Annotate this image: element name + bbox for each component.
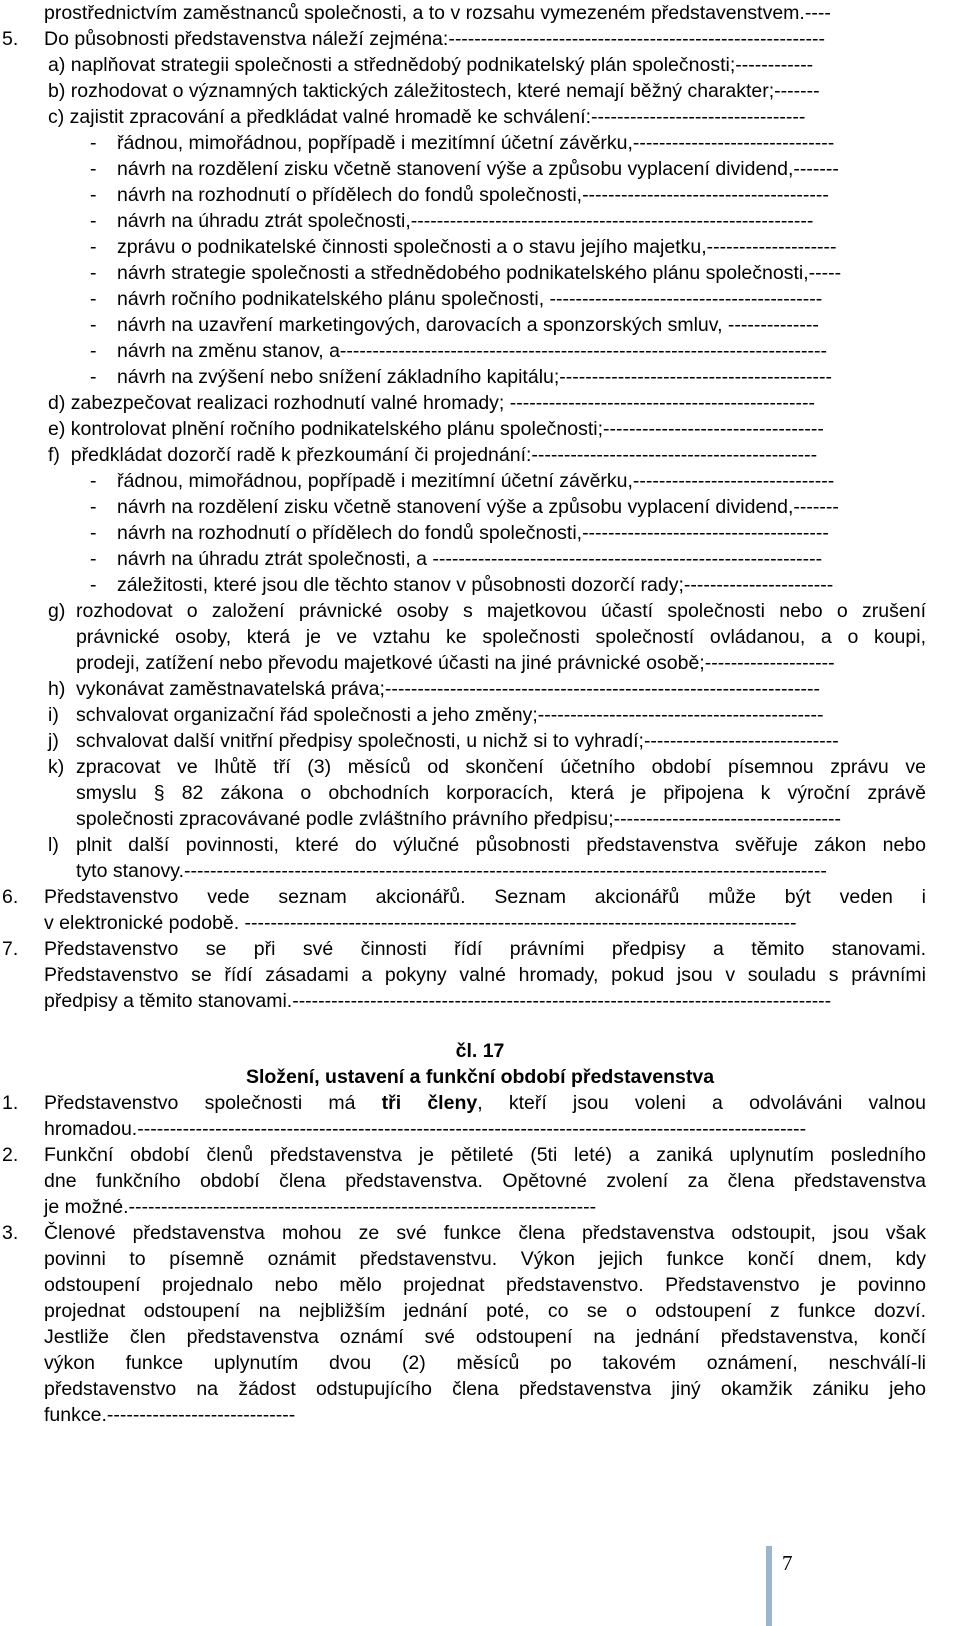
list-number: 7. xyxy=(2,938,19,960)
text-line: návrh na zvýšení nebo snížení základního kapitálu;------------------------------------------ xyxy=(117,366,833,388)
dash-bullet: - xyxy=(90,210,97,232)
text-line: návrh na změnu stanov, a--------------------------------------------------------------------------- xyxy=(117,340,827,362)
dash-bullet: - xyxy=(90,236,97,258)
dash-bullet: - xyxy=(90,262,97,284)
article-number: čl. 17 xyxy=(455,1040,505,1062)
page-number: 7 xyxy=(782,1551,793,1575)
article-text: Představenstvo společnosti má xyxy=(44,1092,382,1114)
list-letter: l) xyxy=(48,834,59,856)
list-number: 2. xyxy=(2,1144,19,1166)
text-line: Do působnosti představenstva náleží zejména:---------------------------------------------------------- xyxy=(44,28,825,50)
text-line: schvalovat další vnitřní předpisy společnosti, u nichž si to vyhradí;------------------------------ xyxy=(76,730,839,752)
text-line: a) naplňovat strategii společnosti a střednědobý podnikatelský plán společnosti;------------ xyxy=(48,54,814,76)
page-number-rule xyxy=(766,1546,772,1626)
list-number: 3. xyxy=(2,1222,19,1244)
text-line: výkon funkce uplynutím dvou (2) měsíců po takovém oznámení, neschválí-li xyxy=(44,1352,926,1374)
text-line: c) zajistit zpracování a předkládat valné hromadě ke schválení:--------------------------------- xyxy=(48,106,806,128)
text-line: představenstvo na žádost odstupujícího člena představenstva jiný okamžik zániku jeho xyxy=(44,1378,926,1400)
text-line: návrh na rozdělení zisku včetně stanovení výše a způsobu vyplacení dividend,------- xyxy=(117,158,839,180)
text-line: rozhodovat o založení právnické osoby s majetkovou účastí společnosti nebo o zrušení xyxy=(76,600,926,622)
text-line: návrh na rozdělení zisku včetně stanovení výše a způsobu vyplacení dividend,------- xyxy=(117,496,839,518)
text-line: vykonávat zaměstnavatelská práva;------------------------------------------------------------------- xyxy=(76,678,820,700)
text-line: řádnou, mimořádnou, popřípadě i mezitímní účetní závěrku,------------------------------- xyxy=(117,132,835,154)
text-line: společnosti zpracovávané podle zvláštního právního předpisu;----------------------------------- xyxy=(76,808,841,830)
list-letter: h) xyxy=(48,678,66,700)
text-line xyxy=(44,1090,926,1116)
bold-term: tři členy xyxy=(381,1092,478,1114)
text-line: Představenstvo se řídí zásadami a pokyny valné hromady, pokud jsou v souladu s právními xyxy=(44,964,926,986)
dash-bullet: - xyxy=(90,470,97,492)
list-number: 5. xyxy=(2,28,19,50)
text-line: návrh na uzavření marketingových, darovacích a sponzorských smluv, -------------- xyxy=(117,314,819,336)
text-line: předpisy a těmito stanovami.----------------------------------------------------------------------------------- xyxy=(44,990,832,1012)
list-number: 6. xyxy=(2,886,19,908)
text-line: schvalovat organizační řád společnosti a jeho změny;-------------------------------------------- xyxy=(76,704,824,726)
text-line: dne funkčního období člena představenstva. Opětovné zvolení za člena představenstva xyxy=(44,1170,926,1192)
text-line: prodeji, zatížení nebo převodu majetkové účasti na jiné právnické osobě;-------------------- xyxy=(76,652,835,674)
text-line: tyto stanovy.--------------------------------------------------------------------------------------------------- xyxy=(76,860,827,882)
text-line: právnické osoby, která je ve vztahu ke společnosti společností ovládanou, a o koupi, xyxy=(76,626,926,648)
dash-bullet: - xyxy=(90,574,97,596)
text-line: návrh na rozhodnutí o přídělech do fondů společnosti,-------------------------------------- xyxy=(117,184,829,206)
list-letter: i) xyxy=(48,704,59,726)
text-line: prostřednictvím zaměstnanců společnosti, a to v rozsahu vymezeném představenstvem.---- xyxy=(44,2,831,24)
text-line: záležitosti, které jsou dle těchto stanov v působnosti dozorčí rady;----------------------- xyxy=(117,574,834,596)
text-line: hromadou.------------------------------------------------------------------------------------------------------- xyxy=(44,1118,807,1140)
text-line: d) zabezpečovat realizaci rozhodnutí valné hromady; ----------------------------------------------- xyxy=(48,392,815,414)
text-line: e) kontrolovat plnění ročního podnikatelského plánu společnosti;---------------------------------- xyxy=(48,418,824,440)
text-line: smyslu § 82 zákona o obchodních korporacích, která je připojena k výroční zprávě xyxy=(76,782,926,804)
text-line: povinni to písemně oznámit představenstvu. Výkon jejich funkce končí dnem, kdy xyxy=(44,1248,926,1270)
dash-bullet: - xyxy=(90,132,97,154)
text-line: návrh na rozhodnutí o přídělech do fondů společnosti,-------------------------------------- xyxy=(117,522,829,544)
list-number: 1. xyxy=(2,1092,19,1114)
text-line: návrh na úhradu ztrát společnosti,-------------------------------------------------------------- xyxy=(117,210,814,232)
text-line: řádnou, mimořádnou, popřípadě i mezitímní účetní závěrku,------------------------------- xyxy=(117,470,835,492)
text-line: Představenstvo vede seznam akcionářů. Seznam akcionářů může být veden i xyxy=(44,886,926,908)
text-line: f) předkládat dozorčí radě k přezkoumání či projednání:-------------------------------------------- xyxy=(48,444,818,466)
list-letter: k) xyxy=(48,756,65,778)
text-line: odstoupení projednalo nebo mělo projednat představenstvo. Představenstvo je povinno xyxy=(44,1274,926,1296)
dash-bullet: - xyxy=(90,496,97,518)
text-line: Členové představenstva mohou ze své funkce člena představenstva odstoupit, jsou však xyxy=(44,1222,926,1244)
text-line: Představenstvo se při své činnosti řídí právními předpisy a těmito stanovami. xyxy=(44,938,926,960)
text-line: návrh strategie společnosti a střednědobého podnikatelského plánu společnosti,----- xyxy=(117,262,842,284)
text-line: Funkční období členů představenstva je pětileté (5ti leté) a zaniká uplynutím posledního xyxy=(44,1144,926,1166)
article-title: Složení, ustavení a funkční období představenstva xyxy=(245,1066,715,1088)
text-line: návrh na úhradu ztrát společnosti, a ------------------------------------------------------------ xyxy=(117,548,823,570)
dash-bullet: - xyxy=(90,340,97,362)
dash-bullet: - xyxy=(90,366,97,388)
text-line: Jestliže člen představenstva oznámí své odstoupení na jednání představenstva, končí xyxy=(44,1326,926,1348)
article-text: , kteří jsou voleni a odvoláváni valnou xyxy=(477,1092,926,1114)
text-line: je možné.------------------------------------------------------------------------ xyxy=(44,1196,597,1218)
list-letter: g) xyxy=(48,600,66,622)
list-letter: j) xyxy=(48,730,59,752)
dash-bullet: - xyxy=(90,288,97,310)
dash-bullet: - xyxy=(90,548,97,570)
text-line: b) rozhodovat o významných taktických záležitostech, které nemají běžný charakter;------- xyxy=(48,80,820,102)
text-line: plnit další povinnosti, které do výlučné působnosti představenstva svěřuje zákon nebo xyxy=(76,834,926,856)
text-line: zprávu o podnikatelské činnosti společnosti a o stavu jejího majetku,-------------------- xyxy=(117,236,837,258)
text-line: projednat odstoupení na nejbližším jednání poté, co se o odstoupení z funkce dozví. xyxy=(44,1300,926,1322)
dash-bullet: - xyxy=(90,184,97,206)
text-line: zpracovat ve lhůtě tří (3) měsíců od skončení účetního období písemnou zprávu ve xyxy=(76,756,926,778)
text-line: v elektronické podobě. ------------------------------------------------------------------------------------- xyxy=(44,912,797,934)
text-line: návrh ročního podnikatelského plánu společnosti, ------------------------------------------ xyxy=(117,288,823,310)
dash-bullet: - xyxy=(90,158,97,180)
dash-bullet: - xyxy=(90,522,97,544)
text-line: funkce.----------------------------- xyxy=(44,1404,296,1426)
dash-bullet: - xyxy=(90,314,97,336)
